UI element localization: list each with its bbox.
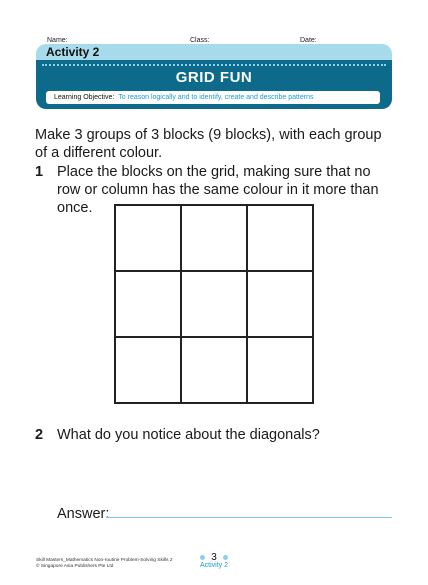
grid-cell[interactable] xyxy=(115,271,181,337)
question-number: 2 xyxy=(35,427,44,443)
question-text: Place the blocks on the grid, making sure that no row or column has the same colour in it more than once. xyxy=(57,164,379,216)
objective-text: To reason logically and to identify, create and describe patterns xyxy=(118,94,314,101)
objective-label: Learning Objective: xyxy=(54,94,115,101)
grid-cell[interactable] xyxy=(115,337,181,403)
class-label: Class: xyxy=(190,37,210,44)
dot-icon xyxy=(223,555,228,560)
question-2 xyxy=(35,426,395,446)
grid-cell[interactable] xyxy=(247,271,313,337)
footer-copyright xyxy=(36,558,173,570)
page-number: 3 xyxy=(211,551,217,563)
title-banner xyxy=(36,60,392,109)
page-footer xyxy=(196,552,232,569)
grid-3x3 xyxy=(114,204,314,404)
date-label: Date: xyxy=(300,37,317,44)
activity-tab xyxy=(36,44,392,61)
activity-label: Activity 2 xyxy=(46,45,100,59)
grid-cell[interactable] xyxy=(247,205,313,271)
footer-line-1: Skill Masters_Mathematics Non-routine Problem-Solving Skills 2 xyxy=(36,558,173,563)
page-title: GRID FUN xyxy=(175,69,253,86)
dotted-divider xyxy=(42,64,386,66)
grid-cell[interactable] xyxy=(181,205,247,271)
grid-cell[interactable] xyxy=(181,271,247,337)
intro-text: Make 3 groups of 3 blocks (9 blocks), with each group of a different colour. xyxy=(35,127,382,161)
question-text: What do you notice about the diagonals? xyxy=(57,427,320,443)
answer-label: Answer: xyxy=(57,506,110,522)
footer-line-2: © Singapore Asia Publishers Pte Ltd xyxy=(36,564,114,569)
name-label: Name: xyxy=(47,37,68,44)
question-number: 1 xyxy=(35,164,44,180)
answer-line[interactable] xyxy=(106,517,392,518)
grid-cell[interactable] xyxy=(115,205,181,271)
grid-cell[interactable] xyxy=(181,337,247,403)
question-1 xyxy=(35,163,395,216)
learning-objective xyxy=(46,91,380,104)
dot-icon xyxy=(200,555,205,560)
grid-cell[interactable] xyxy=(247,337,313,403)
footer-activity: Activity 2 xyxy=(199,562,228,569)
